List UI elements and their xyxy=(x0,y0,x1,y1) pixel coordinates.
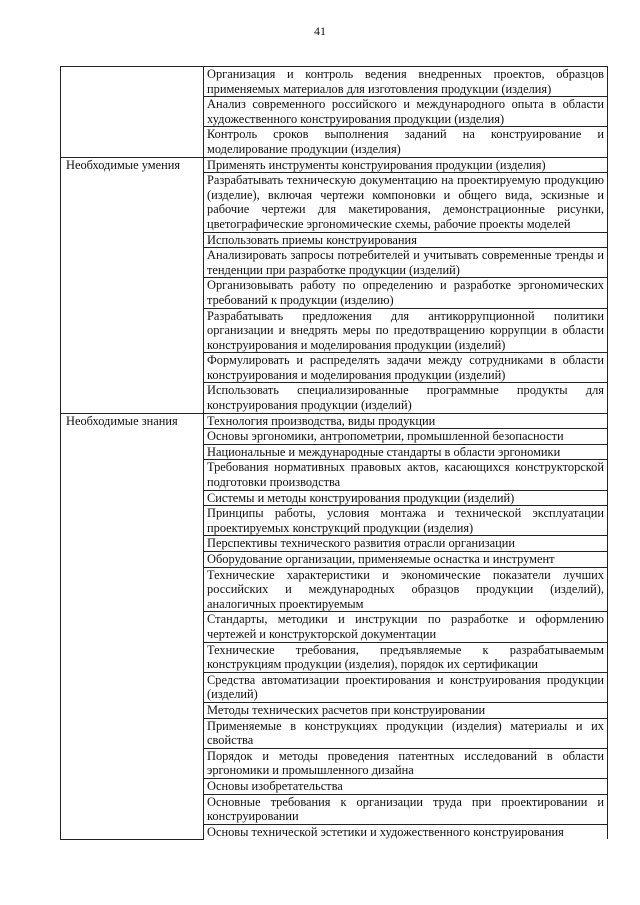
requirement-item: Национальные и международные стандарты в области эргономики xyxy=(204,444,608,460)
requirement-item: Основы эргономики, антропометрии, промышленной безопасности xyxy=(204,429,608,445)
requirement-item: Анализ современного российского и международного опыта в области художественного конструирования продукции (изделия) xyxy=(204,97,608,127)
requirement-item: Организация и контроль ведения внедренных проектов, образцов применяемых материалов для изготовления продукции (изделия) xyxy=(204,67,608,97)
requirement-item: Стандарты, методики и инструкции по разработке и оформлению чертежей и конструкторской документации xyxy=(204,612,608,642)
requirement-item: Порядок и методы проведения патентных исследований в области эргономики и промышленного дизайна xyxy=(204,748,608,778)
requirement-item: Методы технических расчетов при конструировании xyxy=(204,702,608,718)
requirement-item: Применять инструменты конструирования продукции (изделия) xyxy=(204,157,608,173)
requirement-item: Использовать приемы конструирования xyxy=(204,232,608,248)
requirement-item: Перспективы технического развития отрасли организации xyxy=(204,536,608,552)
requirement-item: Контроль сроков выполнения заданий на конструирование и моделирование продукции (изделия) xyxy=(204,127,608,157)
section-label: Необходимые умения xyxy=(61,157,204,413)
requirement-item: Технология производства, виды продукции xyxy=(204,413,608,429)
requirement-item: Разрабатывать техническую документацию на проектируемую продукцию (изделие), включая чертежи компоновки и общего вида, эскизные и рабочие чертежи для макетирования, демонстрационные рисунки, цветографические эргономические схемы, рабочие проекты моделей xyxy=(204,173,608,232)
requirement-item: Формулировать и распределять задачи между сотрудниками в области конструирования и моделирования продукции (изделий) xyxy=(204,353,608,383)
table-row xyxy=(61,157,608,173)
requirement-item: Технические требования, предъявляемые к разрабатываемым конструкциям продукции (изделия), порядок их сертификации xyxy=(204,642,608,672)
requirement-item: Оборудование организации, применяемые оснастка и инструмент xyxy=(204,552,608,568)
requirement-item: Системы и методы конструирования продукции (изделий) xyxy=(204,490,608,506)
requirement-item: Основы технической эстетики и художественного конструирования xyxy=(204,824,608,839)
page-number: 41 xyxy=(314,24,326,38)
requirement-item: Технические характеристики и экономические показатели лучших российских и международных образцов продукции (изделий), аналогичных проектируемым xyxy=(204,567,608,612)
requirement-item: Основы изобретательства xyxy=(204,778,608,794)
requirement-item: Принципы работы, условия монтажа и технической эксплуатации проектируемых конструкций продукции (изделия) xyxy=(204,506,608,536)
section-label xyxy=(61,67,204,158)
requirement-item: Требования нормативных правовых актов, касающихся конструкторской подготовки производства xyxy=(204,460,608,490)
table-row xyxy=(61,67,608,97)
requirements-table xyxy=(60,66,608,840)
requirement-item: Основные требования к организации труда при проектировании и конструировании xyxy=(204,794,608,824)
table-row xyxy=(61,413,608,429)
requirement-item: Применяемые в конструкциях продукции (изделия) материалы и их свойства xyxy=(204,718,608,748)
section-label: Необходимые знания xyxy=(61,413,204,839)
requirement-item: Анализировать запросы потребителей и учитывать современные тренды и тенденции при разработке продукции (изделий) xyxy=(204,248,608,278)
requirement-item: Средства автоматизации проектирования и конструирования продукции (изделий) xyxy=(204,672,608,702)
requirement-item: Организовывать работу по определению и разработке эргономических требований к продукции (изделию) xyxy=(204,278,608,308)
requirement-item: Использовать специализированные программные продукты для конструирования продукции (изделий) xyxy=(204,383,608,413)
requirement-item: Разрабатывать предложения для антикоррупционной политики организации и внедрять меры по предотвращению коррупции в области конструирования и моделирования продукции (изделий) xyxy=(204,308,608,353)
